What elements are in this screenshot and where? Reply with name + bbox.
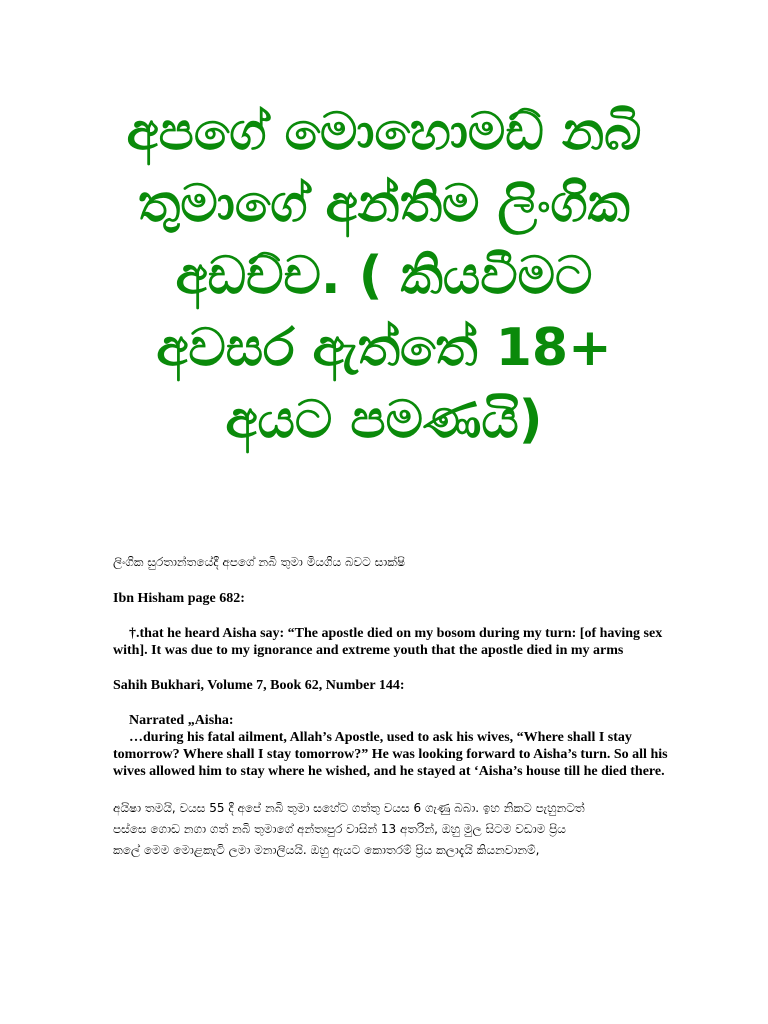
document-title	[40, 96, 728, 456]
sinhala-paragraph-line-1: අයිෂා තමයි, වයස 55 දී අපේ නබි තුමා සහේට ගත්තු වයස 6 ගැණු බබා. ඉහ නිකට පැහුනටත්	[113, 801, 585, 815]
reference-ibn-hisham: Ibn Hisham page 682:	[113, 591, 245, 606]
sinhala-paragraph-line-3: කලේ මෙම මොළකැටි ලමා මනාලියයි. ඔහු ඇයට කොතරම් ප්‍රිය කලාදැයි කියනවානම්,	[113, 843, 540, 857]
title-line-2: තුමාගේ අන්තිම ලිංගික	[138, 174, 630, 234]
title-line-4: අවසර ඇත්තේ 18+	[156, 318, 612, 378]
title-line-1: අපගේ මොහොමඩ් නබි	[126, 102, 642, 162]
sinhala-paragraph-line-2: පස්සෙ ගොඩ නගා ගත් නබි තුමාගේ අන්තඃපුර වාසින් 13 අතරින්, ඔහු මුල සිටම වඩාම ප්‍රිය	[113, 822, 566, 836]
title-line-3: අඩච්ච. ( කියවීමට	[175, 246, 593, 306]
quote-ibn-hisham: †.that he heard Aisha say: “The apostle died on my bosom during my turn: [of having sex with]. It was due to my ignorance and extreme youth that the apostle died in my arms	[113, 626, 663, 658]
narrated-line: Narrated „Aisha:	[129, 713, 234, 728]
title-line-5: අයට පමණයි)	[225, 390, 543, 450]
reference-sahih-bukhari: Sahih Bukhari, Volume 7, Book 62, Number 144:	[113, 678, 405, 693]
document-body	[113, 552, 668, 861]
quote-sahih-bukhari: …during his fatal ailment, Allah’s Apostle, used to ask his wives, “Where shall I stay tomorrow? Where shall I stay tomorrow?” He was looking forward to Aisha’s turn. So all his wives allowed him to stay where he wished, and he stayed at ‘Aisha’s house till he died there.	[113, 730, 668, 779]
intro-text: ලිංගික සුරතාන්තයේදී අපගේ නබි තුමා මියගිය බවට සාක්ෂි	[113, 555, 406, 569]
